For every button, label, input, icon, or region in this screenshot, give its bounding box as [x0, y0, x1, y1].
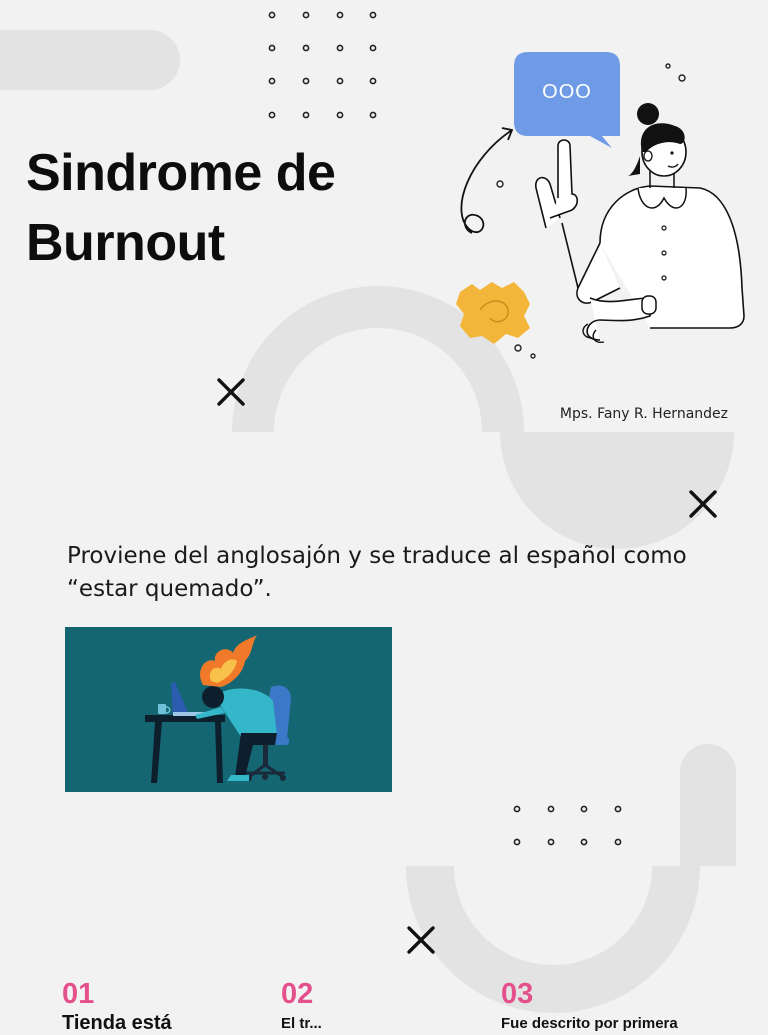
burnout-illustration — [65, 627, 392, 792]
top-pill-shape — [0, 30, 180, 90]
speech-bubble-icon — [514, 52, 620, 148]
close-x-icon — [404, 923, 438, 957]
title-line-1: Sindrome de — [26, 144, 336, 202]
close-x-icon — [214, 375, 248, 409]
section-heading-02: El tr... — [281, 1015, 322, 1032]
intro-paragraph: Proviene del anglosajón y se traduce al español como “estar quemado”. — [67, 543, 687, 602]
section-number-02: 02 — [281, 978, 314, 1010]
right-pill-shape — [680, 744, 736, 866]
title-line-2: Burnout — [26, 214, 225, 272]
burnt-out-worker-image — [65, 627, 392, 792]
section-heading-01: Tienda está — [62, 1012, 172, 1034]
section-number-01: 01 — [62, 978, 95, 1010]
gear-icon — [456, 282, 530, 344]
section-heading-03: Fue descrito por primera — [501, 1015, 678, 1032]
dot-grid-top — [269, 12, 375, 117]
page-title — [26, 138, 335, 278]
bottom-u-shape — [406, 866, 700, 1013]
dot-grid-bottom — [514, 806, 620, 844]
woman-illustration — [450, 48, 755, 363]
speech-bubble-text: OOO — [542, 81, 592, 103]
author-name: Mps. Fany R. Hernandez — [559, 406, 728, 422]
close-x-icon — [686, 487, 720, 521]
section-number-03: 03 — [501, 978, 534, 1010]
